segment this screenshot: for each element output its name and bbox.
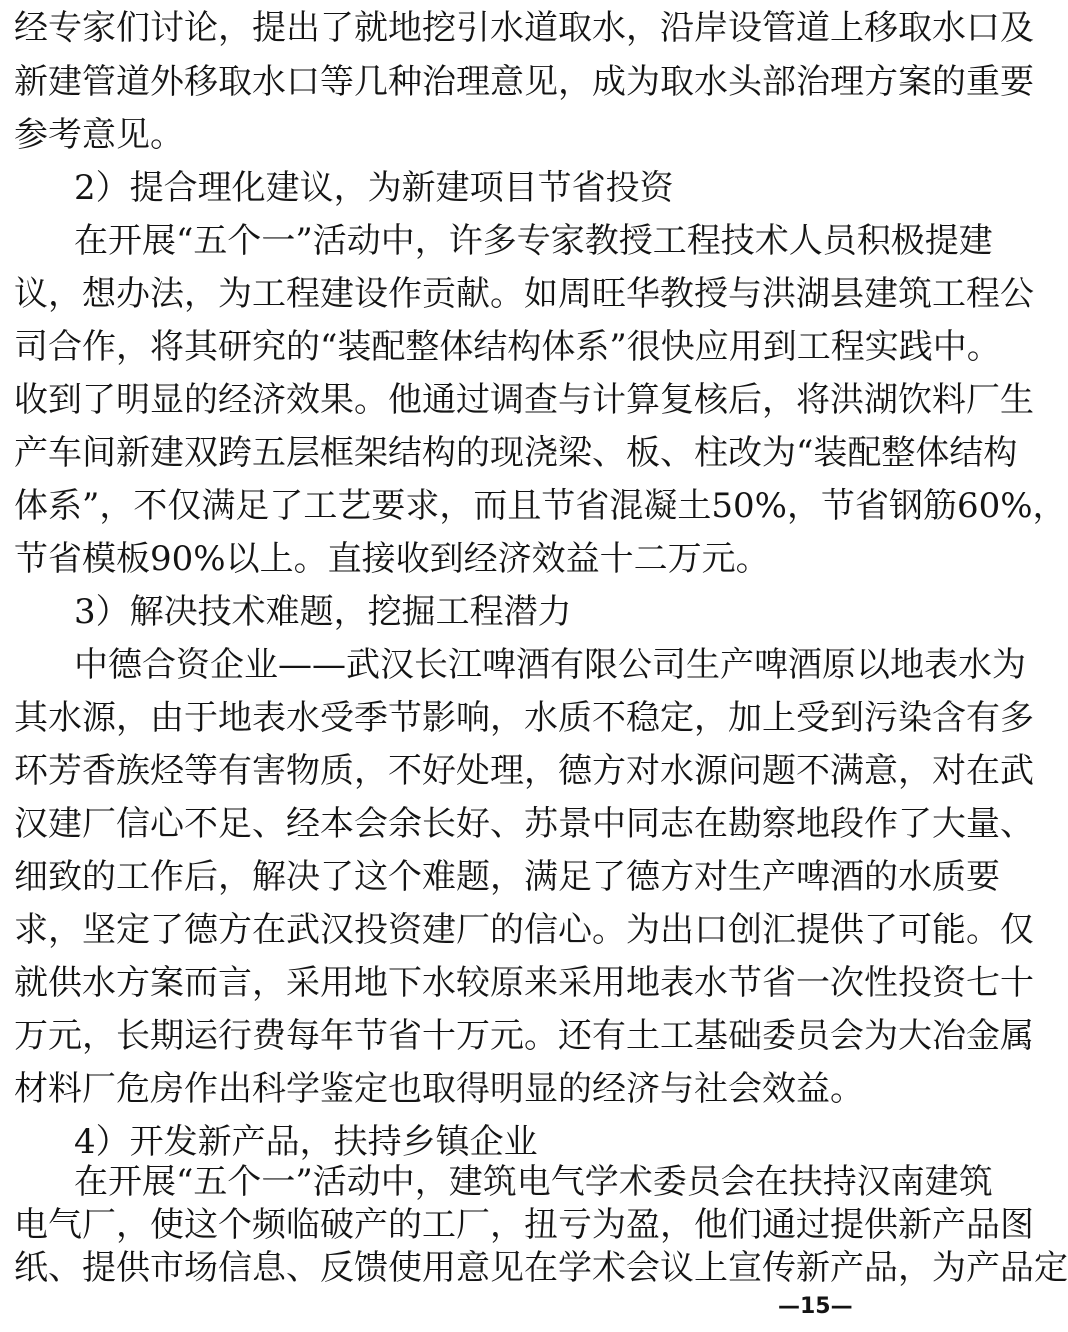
section-heading: 4）开发新产品，扶持乡镇企业 <box>74 1122 538 1162</box>
text-line: 纸、提供市场信息、反馈使用意见在学术会议上宣传新产品，为产品定 <box>14 1248 1068 1288</box>
text-line: 体系”，不仅满足了工艺要求，而且节省混凝土50%，节省钢筋60%， <box>14 486 1067 526</box>
text-line: 在开展“五个一”活动中，建筑电气学术委员会在扶持汉南建筑 <box>74 1162 993 1202</box>
text-line: 收到了明显的经济效果。他通过调查与计算复核后，将洪湖饮料厂生 <box>14 380 1034 420</box>
page-number: —15— <box>778 1294 853 1319</box>
text-line: 环芳香族烃等有害物质，不好处理，德方对水源问题不满意，对在武 <box>14 751 1034 791</box>
text-line: 参考意见。 <box>14 115 184 155</box>
section-heading: 3）解决技术难题，挖掘工程潜力 <box>74 592 572 632</box>
text-line: 就供水方案而言，采用地下水较原来采用地表水节省一次性投资七十 <box>14 963 1034 1003</box>
section-heading: 2）提合理化建议，为新建项目节省投资 <box>74 168 674 208</box>
text-line: 中德合资企业——武汉长江啤酒有限公司生产啤酒原以地表水为 <box>74 645 1026 685</box>
text-line: 电气厂，使这个频临破产的工厂，扭亏为盈，他们通过提供新产品图 <box>14 1205 1034 1245</box>
text-line: 万元，长期运行费每年节省十万元。还有土工基础委员会为大冶金属 <box>14 1016 1034 1056</box>
text-line: 节省模板90%以上。直接收到经济效益十二万元。 <box>14 539 770 579</box>
text-line: 材料厂危房作出科学鉴定也取得明显的经济与社会效益。 <box>14 1069 864 1109</box>
text-line: 其水源，由于地表水受季节影响，水质不稳定，加上受到污染含有多 <box>14 698 1034 738</box>
text-line: 在开展“五个一”活动中，许多专家教授工程技术人员积极提建 <box>74 221 993 261</box>
text-line: 经专家们讨论，提出了就地挖引水道取水，沿岸设管道上移取水口及 <box>14 8 1034 48</box>
text-line: 议，想办法，为工程建设作贡献。如周旺华教授与洪湖县建筑工程公 <box>14 274 1034 314</box>
text-line: 新建管道外移取水口等几种治理意见，成为取水头部治理方案的重要 <box>14 62 1034 102</box>
text-line: 细致的工作后，解决了这个难题，满足了德方对生产啤酒的水质要 <box>14 857 1000 897</box>
text-line: 求，坚定了德方在武汉投资建厂的信心。为出口创汇提供了可能。仅 <box>14 910 1034 950</box>
text-line: 汉建厂信心不足、经本会余长好、苏景中同志在勘察地段作了大量、 <box>14 804 1034 844</box>
text-line: 产车间新建双跨五层框架结构的现浇梁、板、柱改为“装配整体结构 <box>14 433 1018 473</box>
text-line: 司合作，将其研究的“装配整体结构体系”很快应用到工程实践中。 <box>14 327 1001 367</box>
